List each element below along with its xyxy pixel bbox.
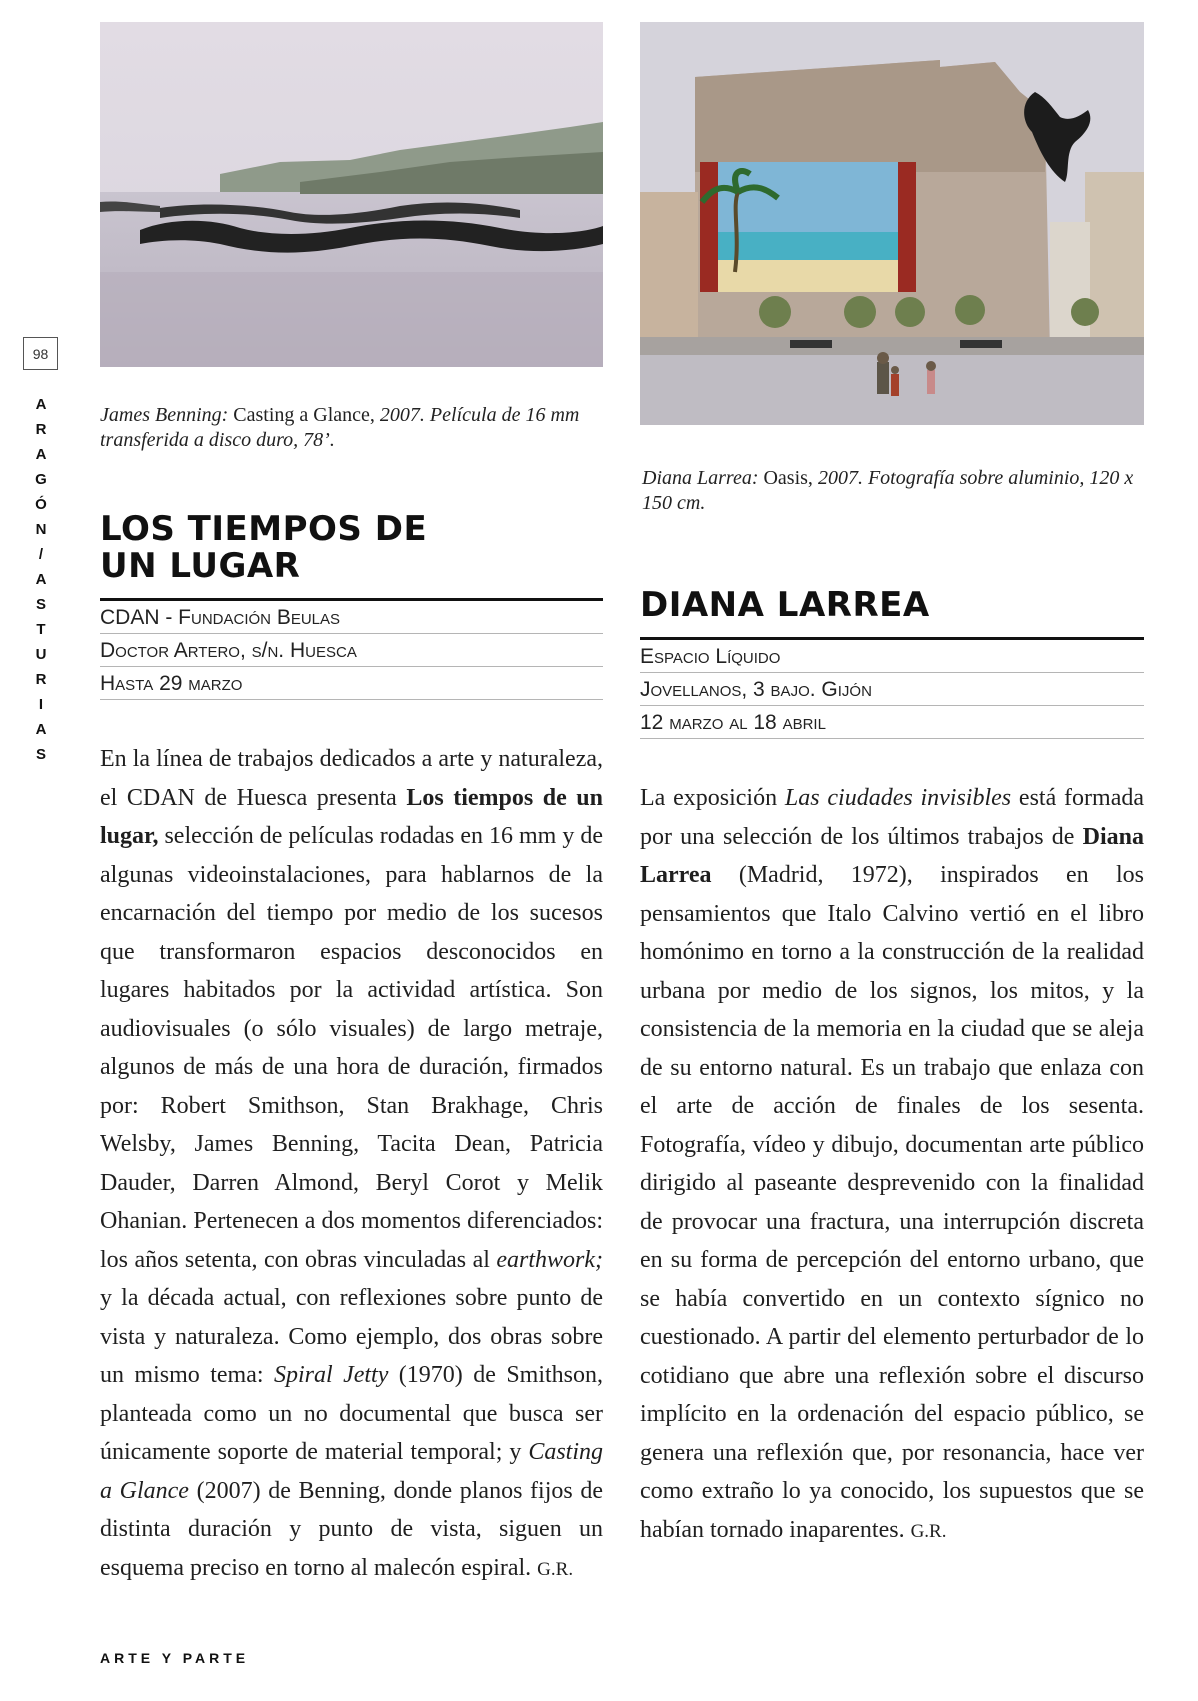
section-label-letter: R bbox=[35, 421, 47, 438]
photo-caption-right: Diana Larrea: Oasis, 2007. Fotografía sobre aluminio, 120 x 150 cm. bbox=[642, 467, 1134, 514]
landscape-photo bbox=[100, 22, 603, 367]
article-title-right: DIANA LARREA bbox=[640, 585, 930, 625]
article-title-left: LOS TIEMPOS DE UN LUGAR bbox=[100, 509, 428, 586]
section-label-letter: S bbox=[35, 746, 46, 763]
article-body-left: En la línea de trabajos dedicados a arte y naturaleza, el CDAN de Huesca presenta Los tiempos de un lugar, selección de películas rodadas en 16 mm y de algunas videoinstalaciones, para hablarnos de la encarnación del tiempo por medio de los sucesos que transformaron espacios desconocidos en lugares habitados por la actividad artística. Son audiovisuales (o sólo visuales) de largo metraje, algunos de más de una hora de duración, firmados por: Robert Smithson, Stan Brakhage, Chris Welsby, James Benning, Tacita Dean, Patricia Dauder, Darren Almond, Beryl Corot y Melik Ohanian. Pertenecen a dos momentos diferenciados: los años setenta, con obras vinculadas al earthwork; y la década actual, con reflexiones sobre punto de vista y naturaleza. Como ejemplo, dos obras sobre un mismo tema: Spiral Jetty (1970) de Smithson, planteada como un no documental que busca ser únicamente soporte de material temporal; y Casting a Glance (2007) de Benning, donde planos fijos de distinta duración y punto de vista, siguen un esquema preciso en torno al malecón espiral. G.R. bbox=[100, 746, 604, 1581]
section-label-letter: A bbox=[35, 396, 47, 413]
magazine-footer: ARTE Y PARTE bbox=[100, 1650, 250, 1666]
author-signature: G.R. bbox=[537, 1558, 574, 1580]
venue-address: Doctor Artero, s/n. Huesca bbox=[100, 634, 603, 667]
section-label-letter: / bbox=[38, 546, 44, 563]
section-label-letter: A bbox=[35, 571, 47, 588]
section-label-letter: N bbox=[35, 521, 47, 538]
mural-photo bbox=[640, 22, 1144, 425]
section-label bbox=[30, 392, 52, 767]
section-label-letter: U bbox=[35, 646, 47, 663]
venue-address: Jovellanos, 3 bajo. Gijón bbox=[640, 673, 1144, 706]
venue-dates: Hasta 29 marzo bbox=[100, 667, 603, 700]
section-label-letter: T bbox=[36, 621, 46, 638]
article-body-right: La exposición Las ciudades invisibles está formada por una selección de los últimos trabajos de Diana Larrea (Madrid, 1972), inspirados en los pensamientos que Italo Calvino vertió en el libro homónimo en torno a la construcción de la realidad urbana por medio de los signos, los mitos, y la consistencia de la memoria en la ciudad que se aleja de su entorno natural. Es un trabajo que enlaza con el arte de acción de finales de los sesenta. Fotografía, vídeo y dibujo, documentan arte público dirigido al paseante desprevenido con la finalidad de provocar una fractura, una interrupción discreta en su forma de percepción del entorno urbano, que se había convertido en un contexto sígnico no cuestionado. A partir del elemento perturbador de lo cotidiano que abre una reflexión sobre el discurso implícito en la ordenación del espacio público, se genera una reflexión que, por resonancia, hace ver como extraño lo ya conocido, los supuestos que se habían tornado inaparentes. G.R. bbox=[640, 785, 1144, 1543]
section-label-letter: A bbox=[35, 721, 47, 738]
photo-caption-left: James Benning: Casting a Glance, 2007. Película de 16 mm transferida a disco duro, 78’. bbox=[100, 404, 580, 451]
section-label-letter: R bbox=[35, 671, 47, 688]
section-label-letter: A bbox=[35, 446, 47, 463]
page-number: 98 bbox=[23, 337, 58, 370]
venue-info-left bbox=[100, 598, 603, 700]
section-label-letter: I bbox=[38, 696, 44, 713]
author-signature: G.R. bbox=[910, 1520, 947, 1542]
section-label-letter: Ó bbox=[35, 496, 47, 513]
venue-info-right bbox=[640, 637, 1144, 739]
venue-name: Espacio Líquido bbox=[640, 640, 1144, 673]
section-label-letter: G bbox=[35, 471, 47, 488]
venue-name: CDAN - Fundación Beulas bbox=[100, 601, 603, 634]
venue-dates: 12 marzo al 18 abril bbox=[640, 706, 1144, 739]
section-label-letter: S bbox=[35, 596, 46, 613]
